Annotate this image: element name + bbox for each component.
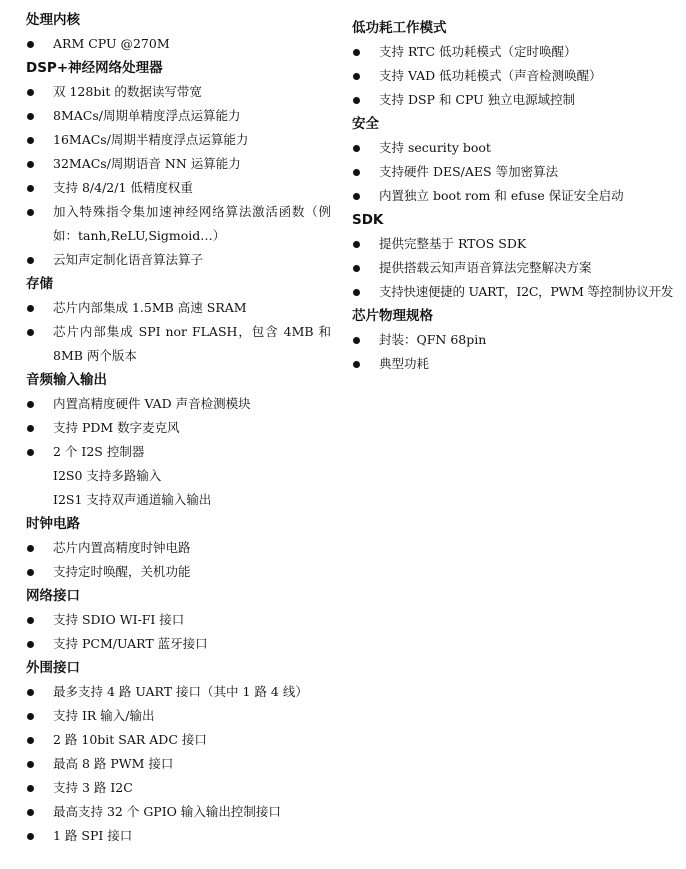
section-title: 存储 [26, 276, 53, 292]
list-item [26, 416, 346, 440]
section-title: 时钟电路 [26, 516, 80, 532]
item-text: 8MACs/周期单精度浮点运算能力 [53, 108, 241, 123]
item-text: ARM CPU @270M [53, 36, 170, 51]
list-item [352, 280, 682, 304]
item-text: 支持定时唤醒，关机功能 [53, 564, 191, 579]
item-text: 支持 security boot [379, 140, 491, 155]
section-title: 芯片物理规格 [352, 308, 433, 324]
list-subitem [26, 488, 346, 512]
list-item [26, 608, 346, 632]
bullet-icon [27, 689, 34, 696]
section-processing-core [26, 8, 346, 56]
list-item [26, 728, 346, 752]
bullet-icon [27, 161, 34, 168]
list-item [26, 128, 346, 152]
list-item [26, 680, 346, 704]
item-text: 支持硬件 DES/AES 等加密算法 [379, 164, 559, 179]
item-text: 支持 8/4/2/1 低精度权重 [53, 180, 193, 195]
list-item [26, 296, 346, 320]
item-text: 支持 3 路 I2C [53, 780, 133, 795]
item-text: 支持 DSP 和 CPU 独立电源域控制 [379, 92, 576, 107]
list-item [352, 232, 682, 256]
section-title: 外围接口 [26, 660, 80, 676]
list-item [26, 80, 346, 104]
bullet-icon [27, 545, 34, 552]
bullet-icon [27, 713, 34, 720]
bullet-icon [353, 169, 360, 176]
item-text: 最高 8 路 PWM 接口 [53, 756, 174, 771]
section-sdk [352, 208, 682, 304]
list-item [352, 40, 682, 64]
section-dsp-npu [26, 56, 346, 272]
list-item [26, 536, 346, 560]
list-item [26, 152, 346, 176]
list-item [352, 328, 682, 352]
list-item [352, 64, 682, 88]
section-clock [26, 512, 346, 584]
item-text: 典型功耗 [379, 356, 430, 371]
section-title: DSP+神经网络处理器 [26, 60, 163, 76]
list-item [26, 776, 346, 800]
item-text: 芯片内置高精度时钟电路 [53, 540, 191, 555]
left-column [26, 0, 346, 848]
list-item [352, 88, 682, 112]
item-text: 加入特殊指令集加速神经网络算法激活函数（例如：tanh,ReLU,Sigmoid…） [53, 204, 331, 243]
section-title: 低功耗工作模式 [352, 20, 447, 36]
bullet-icon [27, 449, 34, 456]
bullet-icon [353, 241, 360, 248]
list-item [352, 160, 682, 184]
bullet-icon [27, 617, 34, 624]
list-item [352, 256, 682, 280]
bullet-icon [27, 113, 34, 120]
bullet-icon [353, 193, 360, 200]
item-text: 32MACs/周期语音 NN 运算能力 [53, 156, 241, 171]
item-text: 支持快速便捷的 UART，I2C，PWM 等控制协议开发 [379, 284, 674, 299]
list-item [26, 752, 346, 776]
bullet-icon [353, 337, 360, 344]
section-title: 网络接口 [26, 588, 80, 604]
bullet-icon [353, 97, 360, 104]
item-text: 芯片内部集成 1.5MB 高速 SRAM [53, 300, 247, 315]
list-item [26, 392, 346, 416]
item-text: 支持 VAD 低功耗模式（声音检测唤醒） [379, 68, 602, 83]
list-item [352, 136, 682, 160]
item-text: 内置高精度硬件 VAD 声音检测模块 [53, 396, 251, 411]
bullet-icon [353, 289, 360, 296]
section-title: SDK [352, 212, 384, 228]
item-text: 支持 IR 输入/输出 [53, 708, 155, 723]
bullet-icon [27, 41, 34, 48]
item-text: 芯片内部集成 SPI nor FLASH，包含 4MB 和 8MB 两个版本 [53, 324, 331, 363]
item-text: 支持 PCM/UART 蓝牙接口 [53, 636, 208, 651]
bullet-icon [27, 833, 34, 840]
item-text: 封装：QFN 68pin [379, 332, 487, 347]
section-security [352, 112, 682, 208]
section-network [26, 584, 346, 656]
bullet-icon [353, 145, 360, 152]
list-item [26, 824, 346, 848]
list-subitem [26, 464, 346, 488]
bullet-icon [27, 737, 34, 744]
bullet-icon [27, 401, 34, 408]
list-item [352, 184, 682, 208]
section-storage [26, 272, 346, 368]
bullet-icon [27, 89, 34, 96]
list-item [26, 176, 346, 200]
section-low-power [352, 16, 682, 112]
list-item [26, 104, 346, 128]
section-title: 音频输入输出 [26, 372, 107, 388]
item-text: 双 128bit 的数据读写带宽 [53, 84, 202, 99]
list-item [26, 320, 331, 368]
bullet-icon [27, 569, 34, 576]
item-text: 提供搭载云知声语音算法完整解决方案 [379, 260, 592, 275]
item-text: 2 个 I2S 控制器 [53, 444, 145, 459]
bullet-icon [27, 641, 34, 648]
item-text: 支持 SDIO WI-FI 接口 [53, 612, 185, 627]
bullet-icon [27, 785, 34, 792]
list-item [26, 632, 346, 656]
bullet-icon [353, 361, 360, 368]
item-text: 最多支持 4 路 UART 接口（其中 1 路 4 线） [53, 684, 308, 699]
section-title: 安全 [352, 116, 379, 132]
bullet-icon [27, 185, 34, 192]
section-physical-spec [352, 304, 682, 376]
bullet-icon [27, 305, 34, 312]
list-item [26, 800, 346, 824]
bullet-icon [27, 761, 34, 768]
bullet-icon [27, 137, 34, 144]
list-item [26, 248, 346, 272]
right-column [352, 0, 682, 376]
item-text: 内置独立 boot rom 和 efuse 保证安全启动 [379, 188, 624, 203]
bullet-icon [27, 329, 34, 336]
section-title: 处理内核 [26, 12, 80, 28]
item-text: 2 路 10bit SAR ADC 接口 [53, 732, 207, 747]
item-text: I2S0 支持多路输入 [53, 468, 162, 483]
bullet-icon [27, 809, 34, 816]
item-text: 16MACs/周期半精度浮点运算能力 [53, 132, 249, 147]
item-text: 1 路 SPI 接口 [53, 828, 133, 843]
list-item [352, 352, 682, 376]
list-item [26, 560, 346, 584]
list-item [26, 440, 346, 464]
item-text: 最高支持 32 个 GPIO 输入输出控制接口 [53, 804, 281, 819]
bullet-icon [353, 73, 360, 80]
list-item [26, 32, 346, 56]
section-audio-io [26, 368, 346, 512]
item-text: I2S1 支持双声通道输入输出 [53, 492, 212, 507]
section-peripherals [26, 656, 346, 848]
item-text: 支持 PDM 数字麦克风 [53, 420, 180, 435]
bullet-icon [353, 49, 360, 56]
list-item [26, 200, 331, 248]
item-text: 提供完整基于 RTOS SDK [379, 236, 527, 251]
bullet-icon [27, 209, 34, 216]
bullet-icon [27, 257, 34, 264]
item-text: 云知声定制化语音算法算子 [53, 252, 204, 267]
item-text: 支持 RTC 低功耗模式（定时唤醒） [379, 44, 577, 59]
bullet-icon [27, 425, 34, 432]
list-item [26, 704, 346, 728]
bullet-icon [353, 265, 360, 272]
